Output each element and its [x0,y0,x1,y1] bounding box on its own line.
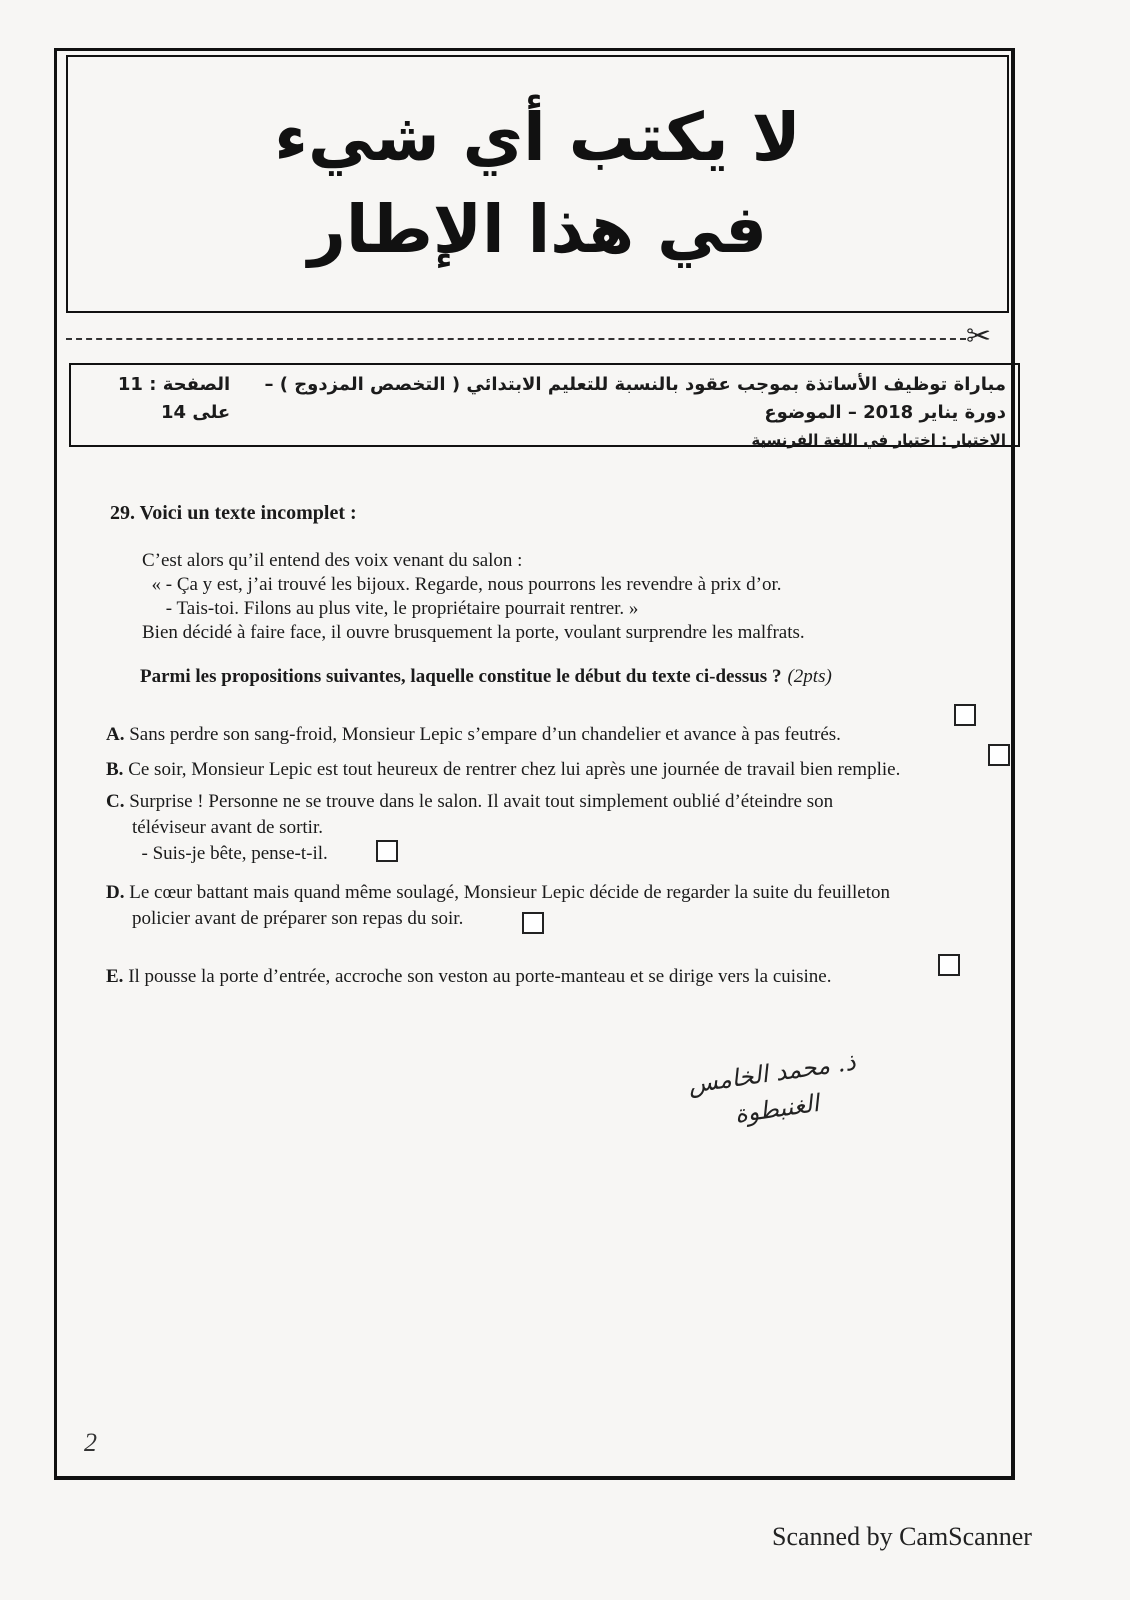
signature-line-2: الغنبطوة [732,1089,821,1129]
passage-line: « - Ça y est, j’ai trouvé les bijoux. Regarde, nous pourrons les revendre à prix d’or. [142,574,782,595]
option-letter: D. [106,882,125,903]
passage-line: - Tais-toi. Filons au plus vite, le propriétaire pourrait rentrer. » [142,598,639,619]
exam-subject: الاختبار : اختبار في اللغة الفرنسية [751,431,1006,449]
option-text: Il pousse la porte d’entrée, accroche son veston au porte-manteau et se dirige vers la cuisine. [128,966,832,987]
option-text: policier avant de préparer son repas du soir. [132,908,464,929]
option-letter: A. [106,724,125,745]
do-not-write-line-1: لا يكتب أي شيء [274,99,801,176]
option-b-checkbox[interactable] [988,744,1010,766]
scissors-icon: ✂ [966,319,992,354]
do-not-write-line-2: في هذا الإطار [307,191,768,268]
question-prompt [140,666,832,688]
option-text: - Suis-je bête, pense-t-il. [132,843,328,864]
option-a [106,722,841,748]
exam-header [69,363,1020,447]
exam-title: مباراة توظيف الأساتذة بموجب عقود بالنسبة للتعليم الابتدائي ( التخصص المزدوج ) – دورة يناير 2018 – الموضوع [264,374,1006,423]
option-c-checkbox[interactable] [376,840,398,862]
option-text: téléviseur avant de sortir. [132,817,323,838]
option-e [106,964,831,990]
points-label: (2pts) [787,666,832,687]
passage-line: C’est alors qu’il entend des voix venant du salon : [142,550,523,571]
option-letter: C. [106,791,125,812]
camscanner-watermark: Scanned by CamScanner [772,1522,1032,1551]
do-not-write-box [66,55,1009,313]
passage [142,549,805,645]
option-text: Surprise ! Personne ne se trouve dans le salon. Il avait tout simplement oublié d’éteindre son [129,791,834,812]
option-text: Ce soir, Monsieur Lepic est tout heureux de rentrer chez lui après une journée de travail bien remplie. [128,759,901,780]
option-c [106,789,833,867]
cut-line [66,338,966,340]
option-d [106,880,890,932]
option-letter: B. [106,759,124,780]
page-number: الصفحة : 11 على 14 [117,374,231,423]
option-b [106,757,900,783]
prompt-text: Parmi les propositions suivantes, laquelle constitue le début du texte ci-dessus ? [140,666,782,687]
handwritten-mark: 2 [84,1428,97,1457]
signature-line-1: ذ. محمد الخامس [686,1047,858,1099]
option-d-checkbox[interactable] [522,912,544,934]
option-e-checkbox[interactable] [938,954,960,976]
option-a-checkbox[interactable] [954,704,976,726]
option-text: Le cœur battant mais quand même soulagé, Monsieur Lepic décide de regarder la suite du feuilleton [129,882,891,903]
option-text: Sans perdre son sang-froid, Monsieur Lepic s’empare d’un chandelier et avance à pas feutrés. [129,724,841,745]
question-title: 29. Voici un texte incomplet : [110,502,357,524]
passage-line: Bien décidé à faire face, il ouvre brusquement la porte, voulant surprendre les malfrats. [142,622,805,643]
option-letter: E. [106,966,124,987]
